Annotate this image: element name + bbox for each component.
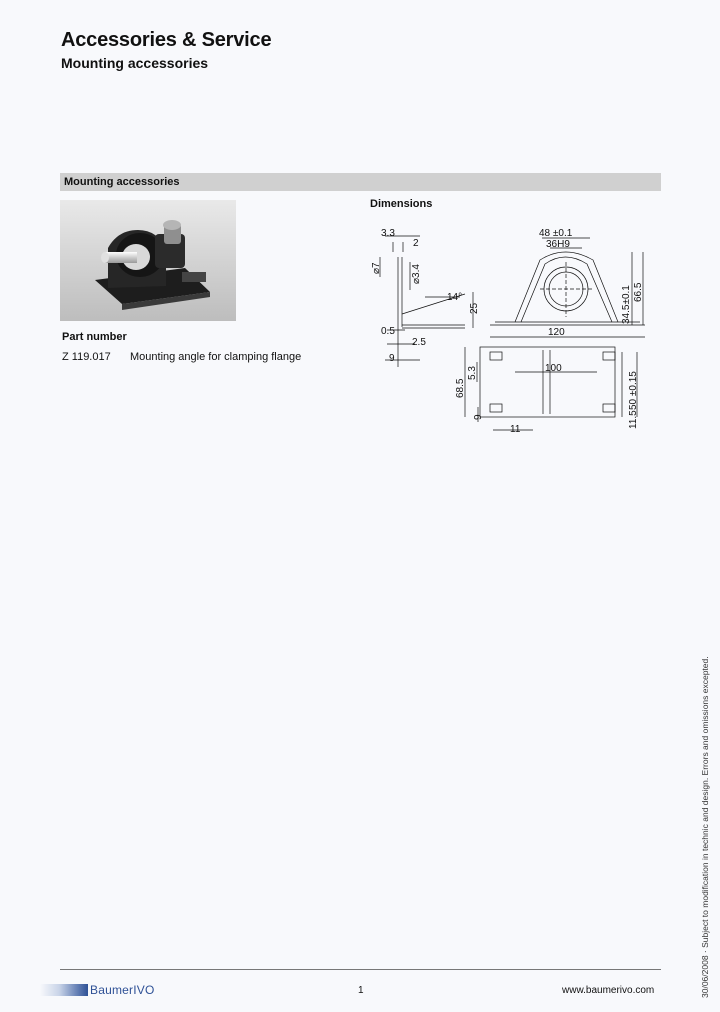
website-link[interactable]: www.baumerivo.com	[562, 985, 655, 996]
dim-50: 50 ±0.15	[628, 371, 639, 410]
dim-36h9: 36H9	[546, 239, 570, 250]
dim-66-5: 66.5	[633, 282, 644, 302]
part-description: Mounting angle for clamping flange	[130, 351, 302, 363]
part-number-header: Part number	[62, 331, 127, 343]
page-title: Accessories & Service	[61, 29, 272, 51]
dim-2: 2	[413, 238, 419, 249]
dim-11-5: 11.5	[628, 410, 639, 429]
section-header-label: Mounting accessories	[64, 176, 180, 188]
dim-5-3: 5.3	[467, 366, 478, 380]
dim-34-5: 34.5±0.1	[621, 285, 632, 324]
dim-68-5: 68.5	[455, 378, 466, 398]
dim-2-5: 2.5	[412, 337, 426, 348]
dimensions-label: Dimensions	[370, 198, 433, 210]
dim-11: 11	[510, 424, 521, 435]
dim-d3-4: ⌀3.4	[411, 264, 422, 284]
dimension-drawing	[365, 222, 655, 437]
brand-name: BaumerIVO	[90, 983, 155, 997]
dim-9-bottom: 9	[473, 414, 484, 420]
logo-gradient-bar	[40, 984, 88, 996]
brand-logo	[40, 984, 165, 998]
page-number: 1	[358, 985, 364, 996]
dim-100: 100	[545, 363, 562, 374]
dim-d7: ⌀7	[371, 262, 382, 274]
dim-3-3: 3.3	[381, 228, 395, 239]
dim-25: 25	[469, 302, 480, 314]
footer-divider	[60, 969, 661, 970]
part-number-code: Z 119.017	[62, 351, 111, 363]
section-header-bar	[60, 173, 661, 191]
dim-48: 48 ±0.1	[539, 228, 573, 239]
page-subtitle: Mounting accessories	[61, 55, 209, 71]
dim-0-5: 0.5	[381, 326, 395, 337]
product-photo	[60, 200, 236, 321]
dim-120: 120	[548, 327, 565, 338]
revision-note: 30/06/2008 · Subject to modification in technic and design. Errors and omissions excepted.	[700, 656, 710, 998]
dim-9-side: 9	[389, 353, 395, 364]
dim-14deg: 14°	[447, 292, 463, 303]
